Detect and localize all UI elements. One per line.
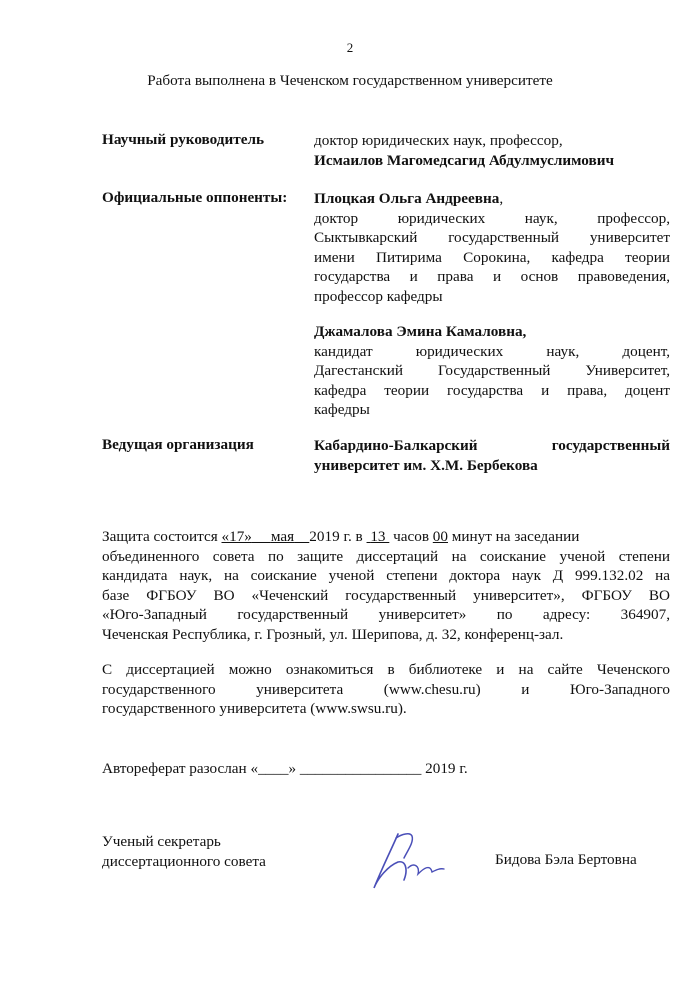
- defense-first-line: Защита состоится «17» мая 2019 г. в 13 часов 00 минут на заседании: [102, 528, 580, 545]
- leading-org-label: Ведущая организация: [102, 436, 254, 453]
- opponent-1-line: имени Питирима Сорокина, кафедра теории: [314, 248, 670, 266]
- opponent-2-line: кафедры: [314, 401, 370, 418]
- opponent-1-line: Сыктывкарский государственный университет: [314, 229, 670, 246]
- month-blank: ________________: [299, 760, 422, 777]
- handwritten-signature: [368, 828, 448, 896]
- defense-minute: 00: [432, 528, 448, 545]
- day-blank: ____: [258, 760, 289, 777]
- supervisor-block: [314, 131, 670, 170]
- leading-org-line: Кабардино-Балкарский государственный: [314, 437, 670, 454]
- secretary-title: Ученый секретарь диссертационного совета: [102, 833, 266, 870]
- supervisor-name: Исмаилов Магомедсагид Абдулмуслимович: [314, 151, 615, 169]
- abstract-sent-line: Автореферат разослан «____» ________________ 2019 г.: [102, 760, 468, 777]
- leading-org-block: [314, 436, 670, 475]
- defense-day: «17»: [221, 528, 252, 545]
- opponent-1-name: Плоцкая Ольга Андреевна: [314, 190, 500, 207]
- opponent-1-block: Плоцкая Ольга Андреевна, доктор юридических наук, профессор, Сыктывкарский государственный университет имени Питирима Сорокина, кафедра теории государства и права и основ правоведения, профессор кафедры: [314, 190, 670, 305]
- defense-line: базе ФГБОУ ВО «Чеченский государственный университет», ФГБОУ ВО: [102, 586, 670, 604]
- opponent-2-name: Джамалова Эмина Камаловна,: [314, 323, 527, 340]
- library-line: государственного университета (www.chesu.ru) и Юго-Западного: [102, 680, 670, 698]
- defense-line: Чеченская Республика, г. Грозный, ул. Шерипова, д. 32, конференц-зал.: [102, 625, 564, 643]
- leading-org-line: университет им. Х.М. Бербекова: [314, 456, 538, 474]
- defense-line: «Юго-Западный государственный университет» по адресу: 364907,: [102, 606, 670, 623]
- supervisor-label: Научный руководитель: [102, 131, 264, 148]
- page-header: Работа выполнена в Чеченском государственном университете: [147, 72, 553, 89]
- library-line: государственного университета (www.swsu.ru).: [102, 700, 407, 717]
- opponent-1-line: профессор кафедры: [314, 287, 443, 305]
- defense-line: кандидата наук, на соискание ученой степени доктора наук Д 999.132.02 на: [102, 567, 670, 584]
- library-paragraph: [102, 660, 670, 719]
- defense-line: объединенного совета по защите диссертаций на соискание ученой степени: [102, 547, 670, 565]
- defense-paragraph: [102, 527, 670, 644]
- opponent-1-line: доктор юридических наук, профессор,: [314, 209, 670, 227]
- defense-hour: 13: [370, 528, 386, 545]
- defense-year: 2019 г. в: [309, 528, 363, 545]
- page-number: 2: [346, 40, 354, 55]
- opponent-2-line: кандидат юридических наук, доцент,: [314, 342, 670, 360]
- opponent-2-line: Дагестанский Государственный Университет,: [314, 362, 670, 379]
- supervisor-degree: доктор юридических наук, профессор,: [314, 132, 563, 149]
- secretary-name: Бидова Бэла Бертовна: [495, 851, 637, 868]
- opponents-label: Официальные оппоненты:: [102, 189, 288, 206]
- opponent-2-block: [314, 322, 670, 420]
- opponent-2-line: кафедра теории государства и права, доцент: [314, 381, 670, 399]
- opponent-1-line: государства и права и основ правоведения,: [314, 268, 670, 285]
- defense-month: мая: [270, 528, 295, 545]
- library-line: С диссертацией можно ознакомиться в библиотеке и на сайте Чеченского: [102, 661, 670, 678]
